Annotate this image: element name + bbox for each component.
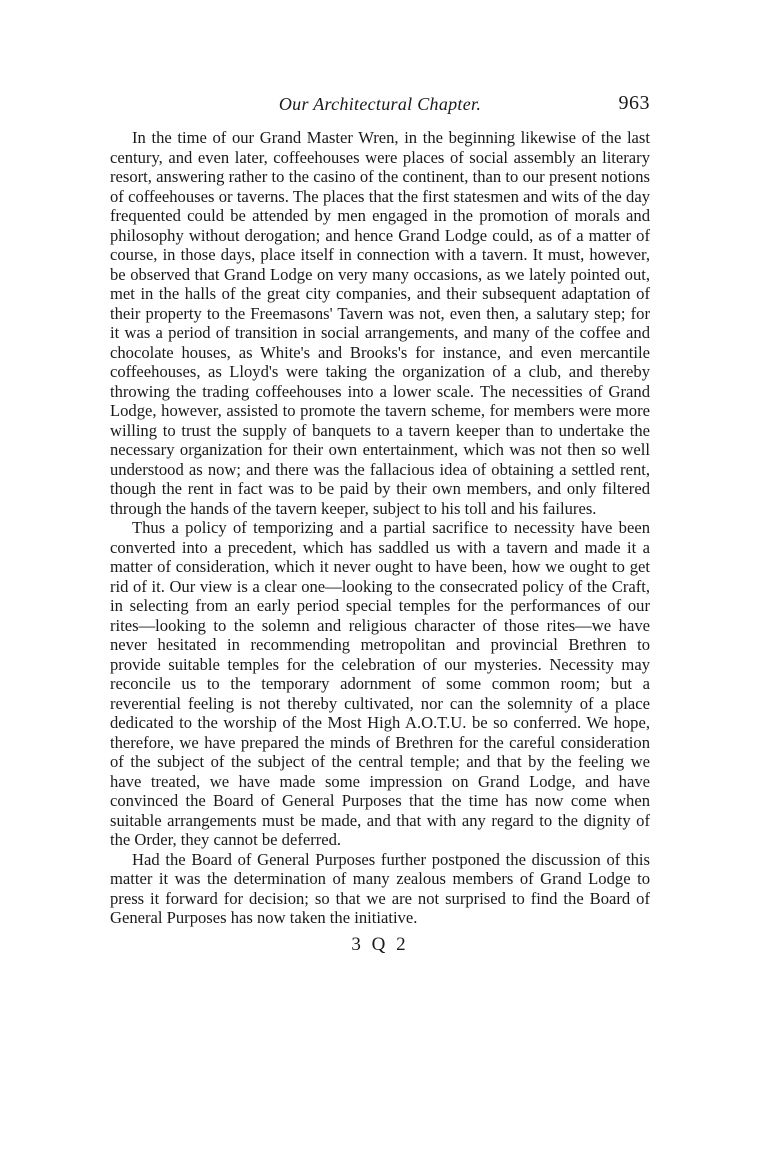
body-text xyxy=(110,128,650,928)
paragraph-3: Had the Board of General Purposes further postponed the discussion of this matter it was the determination of many zealous members of Grand Lodge to press it forward for decision; so that we are not surprised to find the Board of General Purposes has now taken the initiative. xyxy=(110,849,650,927)
running-head xyxy=(110,90,650,118)
page-number: 963 xyxy=(618,92,650,114)
paragraph-2: Thus a policy of temporizing and a partial sacrifice to necessity have been converted into a precedent, which has saddled us with a tavern and made it a matter of consideration, which it never ought to have been, how we ought to get rid of it. Our view is a clear one—looking to the consecrated policy of the Craft, in selecting from an early period special temples for the performances of our rites—looking to the solemn and religious character of those rites—we have never hesitated in recommending metropolitan and provincial Brethren to provide suitable temples for the celebration of our mysteries. Necessity may reconcile us to the temporary adornment of some common room; but a reverential feeling is not thereby cultivated, nor can the solemnity of a place dedicated to the worship of the Most High A.O.T.U. be so conferred. We hope, therefore, we have prepared the minds of Brethren for the careful consideration of the subject of the subject of the central temple; and that by the feeling we have treated, we have made some impression on Grand Lodge, and have convinced the Board of General Purposes that the time has now come when suitable arrangements must be made, and that with any regard to the dignity of the Order, they cannot be deferred. xyxy=(110,518,650,849)
signature-mark: 3 Q 2 xyxy=(351,933,409,955)
paragraph-1: In the time of our Grand Master Wren, in the beginning likewise of the last century, and even later, coffeehouses were places of social assembly an literary resort, answering rather to the casino of the continent, than to our present notions of coffeehouses or taverns. The places that the first statesmen and wits of the day frequented could be attended by men engaged in the promotion of morals and philosophy without derogation; and hence Grand Lodge could, as of a matter of course, in those days, place itself in connection with a tavern. It must, however, be observed that Grand Lodge on very many occasions, as we lately pointed out, met in the halls of the great city companies, and their subsequent adaptation of their property to the Freemasons' Tavern was not, even then, a salutary step; for it was a period of transition in social arrangements, and many of the coffee and chocolate houses, as White's and Brooks's for instance, and even mercantile coffeehouses, as Lloyd's were taking the organization of a club, and thereby throwing the trading coffeehouses into a lower scale. The necessities of Grand Lodge, however, assisted to promote the tavern scheme, for members were more willing to trust the supply of banquets to a tavern keeper than to undertake the necessary organization for their own entertainment, which was not then so well understood as now; and there was the fallacious idea of obtaining a settled rent, though the rent in fact was to be paid by their own members, and only filtered through the hands of the tavern keeper, subject to his toll and his failures. xyxy=(110,128,650,518)
book-page xyxy=(110,90,650,956)
running-title: Our Architectural Chapter. xyxy=(278,94,482,114)
